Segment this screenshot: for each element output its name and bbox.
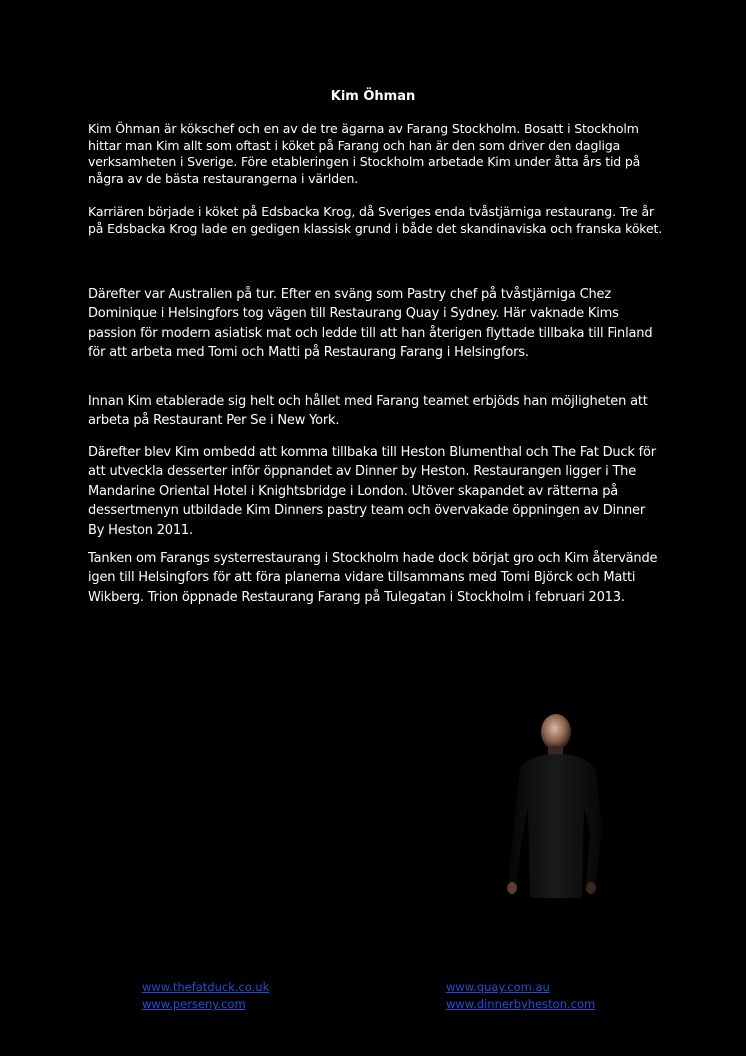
link-thefatduck[interactable]: www.thefatduck.co.uk <box>142 980 270 994</box>
paragraph-per-se: Innan Kim etablerade sig helt och hållet med Farang teamet erbjöds han möjligheten att arbeta på Restaurant Per Se i New York. <box>88 394 648 429</box>
link-quay[interactable]: www.quay.com.au <box>446 980 550 994</box>
page-title: Kim Öhman <box>330 89 416 104</box>
link-dinnerbyheston[interactable]: www.dinnerbyheston.com <box>446 997 596 1011</box>
paragraph-career-start: Karriären började i köket på Edsbacka Krog, då Sveriges enda tvåstjärniga restaurang. Tre år på Edsbacka Krog lade en gedigen klassisk grund i både det skandinaviska och franska köket. <box>88 204 663 236</box>
links-left-column <box>142 979 269 1013</box>
paragraph-intro: Kim Öhman är kökschef och en av de tre ägarna av Farang Stockholm. Bosatt i Stockholm hittar man Kim allt som oftast i köket på Farang och han är den som driver den dagliga verksamheten i Sverige. Före etableringen i Stockholm arbetade Kim under åtta års tid på några av de bästa restaurangerna i världen. <box>88 121 641 186</box>
paragraph-farang-stockholm: Tanken om Farangs systerrestaurang i Stockholm hade dock börjat gro och Kim återvände igen till Helsingfors för att föra planerna vidare tillsammans med Tomi Björck och Matti Wikberg. Trion öppnade Restaurang Farang på Tulegatan i Stockholm i februari 2013. <box>88 551 658 605</box>
links-right-column <box>446 979 595 1013</box>
paragraph-heston: Därefter blev Kim ombedd att komma tillbaka till Heston Blumenthal och The Fat Duck för att utveckla desserter inför öppnandet av Dinner by Heston. Restaurangen ligger i The Mandarine Oriental Hotel i Knightsbridge i London. Utöver skapandet av rätterna på dessertmenyn utbildade Kim Dinners pastry team och övervakade öppningen av Dinner By Heston 2011. <box>88 445 656 538</box>
paragraph-australia: Därefter var Australien på tur. Efter en sväng som Pastry chef på tvåstjärniga Chez Dominique i Helsingfors tog vägen till Restaurang Quay i Sydney. Här vaknade Kims passion för modern asiatisk mat och ledde till att han återigen flyttade tillbaka till Finland för att arbeta med Tomi och Matti på Restaurang Farang i Helsingfors. <box>88 287 653 361</box>
chef-portrait-photo <box>490 708 620 908</box>
link-perseny[interactable]: www.perseny.com <box>142 997 246 1011</box>
